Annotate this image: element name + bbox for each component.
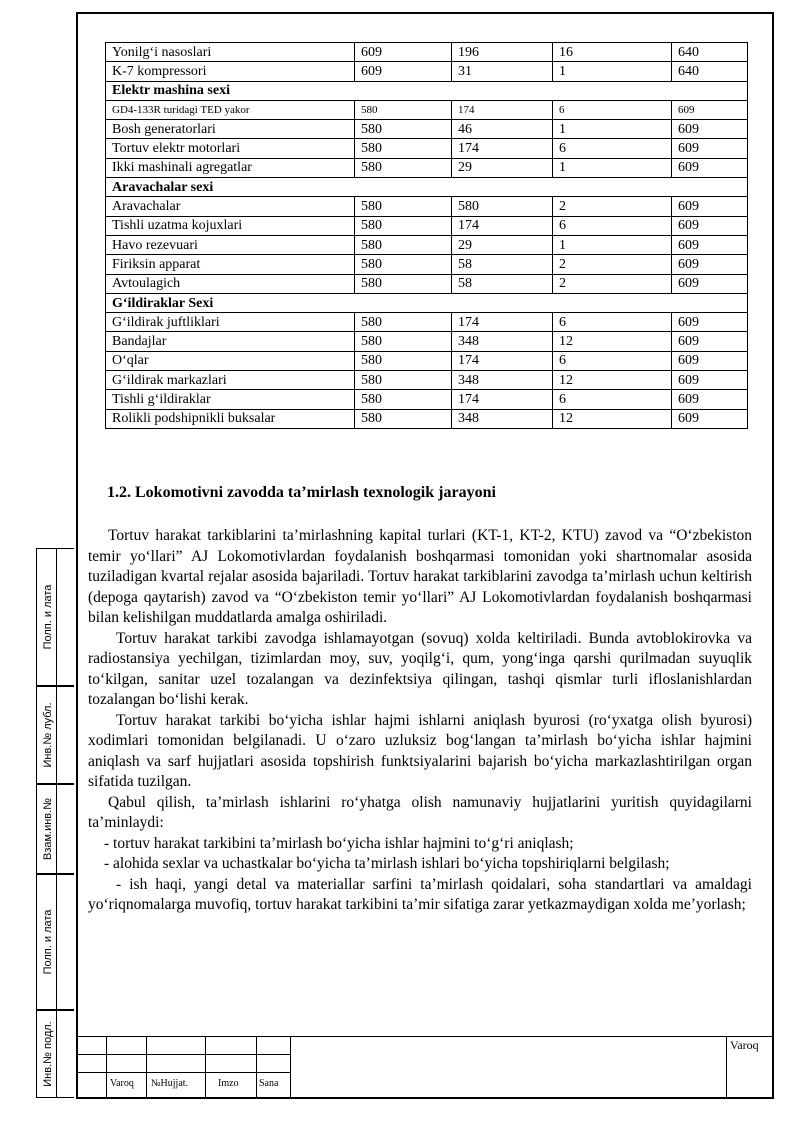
table-cell: 174 <box>452 139 553 158</box>
table-cell: Rolikli podshipnikli buksalar <box>106 409 355 428</box>
table-section-row <box>106 81 748 100</box>
table-cell: 580 <box>355 120 452 139</box>
side-label-3: Взам.инв.№ <box>39 785 57 873</box>
table-cell: GD4-133R turidagi TED yakor <box>106 100 355 119</box>
side-cell-1 <box>36 1010 74 1098</box>
paragraph: Tortuv harakat tarkibi zavodga ishlamayotgan (sovuq) xolda keltiriladi. Bunda avtoblokirovka va radiostansiya yechilgan, tizimlardan moy, suv, yoqilg‘i, qum, yong‘inga qarshi qurilmadan suyuqlik to‘kilgan, sanitar uzel tozalangan va dezinfektsiya qilingan, tashqi qismlar turli ifloslanishlardan tozalangan bo‘lishi kerak. <box>88 629 752 708</box>
table-row <box>106 158 748 177</box>
label-varoq: Varoq <box>110 1078 134 1089</box>
table-cell: 580 <box>355 139 452 158</box>
paragraph: Tortuv harakat tarkiblarini ta’mirlashning kapital turlari (KT-1, KT-2, KTU) zavod va “O‘zbekiston temir yo‘llari” AJ Lokomotivlardan foydalanish boshqarmasi tomonidan yoki shartnomalar asosida tuziladigan kvartal rejalar asosida bajariladi. Tortuv harakat tarkiblarini zavodga ta’mirlash uchun keltirish (depoga qaytarish) zavod va “O‘zbekiston temir yo‘llari” AJ Lokomotivlardan foydalanish boshqarmasi bilan kelishilgan muddatlarda amalga oshiriladi. <box>88 527 752 626</box>
table-row <box>106 216 748 235</box>
table-row <box>106 43 748 62</box>
section-title: Elektr mashina sexi <box>106 81 748 100</box>
table-cell: 29 <box>452 158 553 177</box>
table-cell: 609 <box>672 139 748 158</box>
table-cell: 174 <box>452 390 553 409</box>
table-cell: 12 <box>553 409 672 428</box>
title-block <box>76 1036 774 1099</box>
table-cell: 12 <box>553 371 672 390</box>
table-cell: 580 <box>355 158 452 177</box>
table-cell: 2 <box>553 197 672 216</box>
table-cell: 580 <box>355 100 452 119</box>
table-cell: 609 <box>672 216 748 235</box>
sheet-label: Varoq <box>730 1038 759 1052</box>
table-cell: 58 <box>452 274 553 293</box>
table-cell: 348 <box>452 409 553 428</box>
table-cell: 609 <box>672 255 748 274</box>
table-cell: Aravachalar <box>106 197 355 216</box>
table-cell: 580 <box>355 371 452 390</box>
table-row <box>106 139 748 158</box>
table-row <box>106 332 748 351</box>
side-cell-4 <box>36 686 74 784</box>
table-row <box>106 313 748 332</box>
table-cell: 196 <box>452 43 553 62</box>
table-cell: Bandajlar <box>106 332 355 351</box>
table-cell: 174 <box>452 313 553 332</box>
table-cell: Yonilg‘i nasoslari <box>106 43 355 62</box>
table-cell: 2 <box>553 255 672 274</box>
table-cell: 58 <box>452 255 553 274</box>
side-cell-3 <box>36 784 74 874</box>
side-stamp <box>36 548 74 1098</box>
table-section-row <box>106 178 748 197</box>
table-cell: 609 <box>672 313 748 332</box>
table-cell: 580 <box>355 313 452 332</box>
section-heading: 1.2. Lokomotivni zavodda ta’mirlash texnologik jarayoni <box>107 484 496 501</box>
table-cell: G‘ildirak juftliklari <box>106 313 355 332</box>
table-section-row <box>106 293 748 312</box>
side-label-2: Полп. и лата <box>39 875 57 1009</box>
table-cell: 1 <box>553 235 672 254</box>
table-cell: 580 <box>355 351 452 370</box>
table-cell: 46 <box>452 120 553 139</box>
section-title: Aravachalar sexi <box>106 178 748 197</box>
table-row <box>106 371 748 390</box>
paragraph: Qabul qilish, ta’mirlash ishlarini ro‘yhatga olish namunaviy hujjatlarini yuritish quyidagilarni ta’minlaydi: <box>88 793 752 831</box>
list-item: - tortuv harakat tarkibini ta’mirlash bo‘yicha ishlar hajmini to‘g‘ri aniqlash; <box>104 834 574 852</box>
table-cell: 580 <box>355 197 452 216</box>
table-cell: 609 <box>672 100 748 119</box>
table-cell: 580 <box>355 409 452 428</box>
table-row <box>106 100 748 119</box>
side-cell-5 <box>36 548 74 686</box>
table-cell: 174 <box>452 351 553 370</box>
table-row <box>106 390 748 409</box>
table-cell: 348 <box>452 371 553 390</box>
table-cell: 640 <box>672 43 748 62</box>
side-label-1: Инв.№ подл. <box>39 1011 57 1097</box>
table-cell: 580 <box>452 197 553 216</box>
table-row <box>106 274 748 293</box>
table-cell: 609 <box>672 371 748 390</box>
table-cell: 580 <box>355 235 452 254</box>
table-cell: 348 <box>452 332 553 351</box>
table-cell: Tortuv elektr motorlari <box>106 139 355 158</box>
table-cell: 609 <box>672 390 748 409</box>
list-item: - alohida sexlar va uchastkalar bo‘yicha ta’mirlash ishlari bo‘yicha topshiriqlarni belgilash; <box>104 855 670 872</box>
table-cell: 609 <box>672 274 748 293</box>
table-cell: 609 <box>672 351 748 370</box>
table-cell: 609 <box>672 235 748 254</box>
table-cell: 2 <box>553 274 672 293</box>
table-cell: 640 <box>672 62 748 81</box>
list-item: - ish haqi, yangi detal va materiallar sarfini ta’mirlash qoidalari, soha standartlari va amaldagi yo‘riqnomalarga muvofiq, tortuv harakat tarkibini ta’mir sifatiga zarar yetkazmaydigan xolda me’yorlash; <box>88 875 752 913</box>
table-cell: 1 <box>553 158 672 177</box>
side-label-5: Полп. и лата <box>39 549 57 685</box>
table-cell: 31 <box>452 62 553 81</box>
table-cell: Bosh generatorlari <box>106 120 355 139</box>
table-cell: 1 <box>553 120 672 139</box>
table-cell: 1 <box>553 62 672 81</box>
table-cell: 609 <box>672 158 748 177</box>
table-cell: O‘qlar <box>106 351 355 370</box>
table-cell: G‘ildirak markazlari <box>106 371 355 390</box>
table-cell: 580 <box>355 216 452 235</box>
table-cell: 609 <box>672 332 748 351</box>
table-row <box>106 197 748 216</box>
table-row <box>106 351 748 370</box>
table-cell: Ikki mashinali agregatlar <box>106 158 355 177</box>
section-title: G‘ildiraklar Sexi <box>106 293 748 312</box>
table-cell: 174 <box>452 100 553 119</box>
table-cell: 6 <box>553 139 672 158</box>
table-cell: 580 <box>355 332 452 351</box>
table-row <box>106 409 748 428</box>
table-cell: 6 <box>553 100 672 119</box>
repair-norms-table <box>105 42 748 429</box>
table-row <box>106 120 748 139</box>
table-cell: 6 <box>553 390 672 409</box>
table-cell: 16 <box>553 43 672 62</box>
table-cell: Tishli g‘ildiraklar <box>106 390 355 409</box>
table-cell: 609 <box>355 62 452 81</box>
table-row <box>106 255 748 274</box>
table-cell: K-7 kompressori <box>106 62 355 81</box>
label-sana: Sana <box>259 1078 279 1089</box>
body-text <box>88 526 752 916</box>
label-hujjat: №Hujjat. <box>151 1078 189 1089</box>
table-cell: Avtoulagich <box>106 274 355 293</box>
table-cell: Tishli uzatma kojuxlari <box>106 216 355 235</box>
paragraph: Tortuv harakat tarkibi bo‘yicha ishlar hajmi ishlarni aniqlash byurosi (ro‘yxatga olish byurosi) xodimlari tomonidan belgilanadi. U o‘zaro uzluksiz bog‘langan ta’mirlash bo‘yicha ishlar hajmini aniqlash va sarf hujjatlari asosida topshirish funktsiyalarini bajarish bo‘yicha markazlashtirilgan organ sifatida tuzilgan. <box>88 711 752 790</box>
label-imzo: Imzo <box>218 1078 239 1089</box>
table-cell: 609 <box>672 409 748 428</box>
table-cell: 609 <box>672 197 748 216</box>
table-cell: 580 <box>355 274 452 293</box>
table-cell: 174 <box>452 216 553 235</box>
table-cell: 6 <box>553 313 672 332</box>
table-cell: 6 <box>553 351 672 370</box>
table-cell: 580 <box>355 255 452 274</box>
table-row <box>106 62 748 81</box>
side-cell-2 <box>36 874 74 1010</box>
table-cell: 609 <box>672 120 748 139</box>
table-cell: 580 <box>355 390 452 409</box>
table-cell: Havo rezevuari <box>106 235 355 254</box>
table-row <box>106 235 748 254</box>
table-cell: Firiksin apparat <box>106 255 355 274</box>
table-cell: 609 <box>355 43 452 62</box>
table-cell: 29 <box>452 235 553 254</box>
side-label-4: Инв.№ лубл. <box>39 687 57 783</box>
table-cell: 12 <box>553 332 672 351</box>
table-cell: 6 <box>553 216 672 235</box>
